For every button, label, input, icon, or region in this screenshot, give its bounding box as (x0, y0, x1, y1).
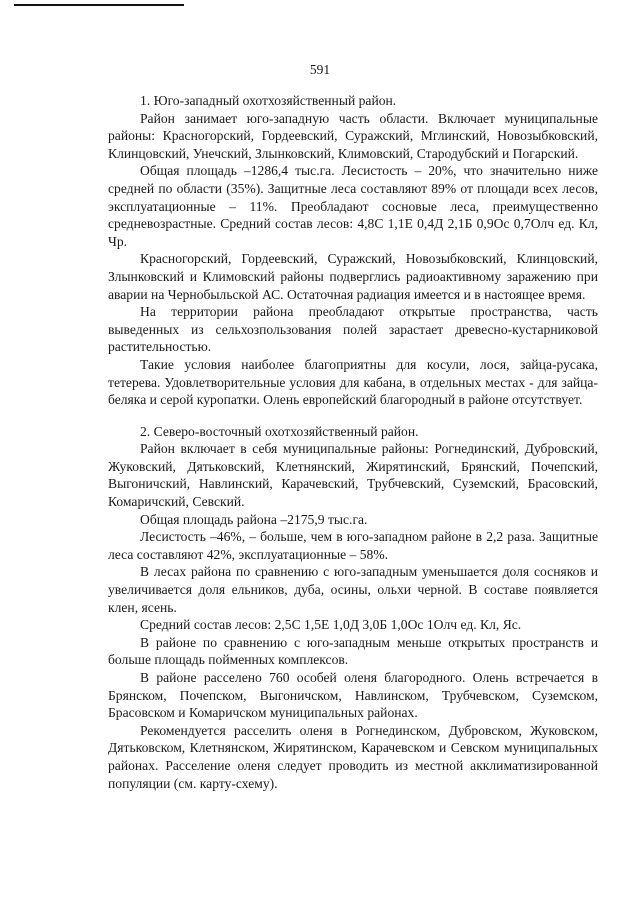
paragraph: Район занимает юго-западную часть области. Включает муниципальные районы: Красногорский, Гордеевский, Суражский, Мглинский, Новозыбковский, Клинцовский, Унечский, Злынковский, Климовский, Стародубский и Погарский. (108, 110, 598, 161)
paragraph: На территории района преобладают открытые пространства, часть выведенных из сельхозпользования полей зарастает древесно-кустарниковой растительностью. (108, 304, 598, 355)
document-body (108, 92, 598, 792)
paragraph: Лесистость –46%, – больше, чем в юго-западном районе в 2,2 раза. Защитные леса составляют 42%, эксплуатационные – 58%. (108, 529, 598, 562)
paragraph: Такие условия наиболее благоприятны для косули, лося, зайца-русака, тетерева. Удовлетворительные условия для кабана, в отдельных местах - для зайца-беляка и серой куропатки. Олень европейский благородный в районе отсутствует. (108, 356, 598, 408)
section-spacer (108, 409, 598, 423)
paragraph: В лесах района по сравнению с юго-западным уменьшается доля сосняков и увеличивается доля ельников, дуба, осины, ольхи черной. В составе появляется клен, ясень. (108, 564, 598, 615)
section-heading-1: 1. Юго-западный охотхозяйственный район. (140, 93, 397, 108)
top-rule (14, 4, 184, 6)
paragraph: В районе по сравнению с юго-западным меньше открытых пространств и больше площадь пойменных комплексов. (108, 634, 598, 668)
paragraph: Средний состав лесов: 2,5С 1,5Е 1,0Д 3,0Б 1,0Ос 1Олч ед. Кл, Яс. (140, 617, 522, 633)
page-number: 591 (309, 62, 331, 77)
paragraph: Красногорский, Гордеевский, Суражский, Новозыбковский, Клинцовский, Злынковский и Климовский районы подверглись радиоактивному заражению при аварии на Чернобыльской АС. Остаточная радиация имеется и в настоящее время. (108, 251, 598, 302)
section-heading-2: 2. Северо-восточный охотхозяйственный район. (140, 423, 419, 439)
paragraph: Рекомендуется расселить оленя в Рогнединском, Дубровском, Жуковском, Дятьковском, Клетнянском, Жирятинском, Карачевском и Севском муниципальных районах. Расселение оленя следует проводить из местной акклиматизированной популяции (см. карту-схему). (108, 722, 598, 791)
paragraph: Общая площадь района –2175,9 тыс.га. (140, 511, 368, 527)
paragraph: Общая площадь –1286,4 тыс.га. Лесистость – 20%, что значительно ниже средней по области (35%). Защитные леса составляют 89% от площади всех лесов, эксплуатационные – 11%. Преобладают сосновые леса, преимущественно средневозрастные. Средний состав лесов: 4,8С 1,1Е 0,4Д 2,1Б 0,9Ос 0,7Олч ед. Кл, Чр. (108, 163, 598, 249)
paragraph: В районе расселено 760 особей оленя благородного. Олень встречается в Брянском, Почепском, Выгоничском, Навлинском, Трубчевском, Суземском, Брасовском и Комаричском муниципальных районах. (108, 670, 598, 721)
paragraph: Район включает в себя муниципальные районы: Рогнединский, Дубровский, Жуковский, Дятьковский, Клетнянский, Жирятинский, Брянский, Почепский, Выгоничский, Навлинский, Карачевский, Трубчевский, Суземский, Брасовский, Комаричский, Севский. (108, 441, 598, 510)
